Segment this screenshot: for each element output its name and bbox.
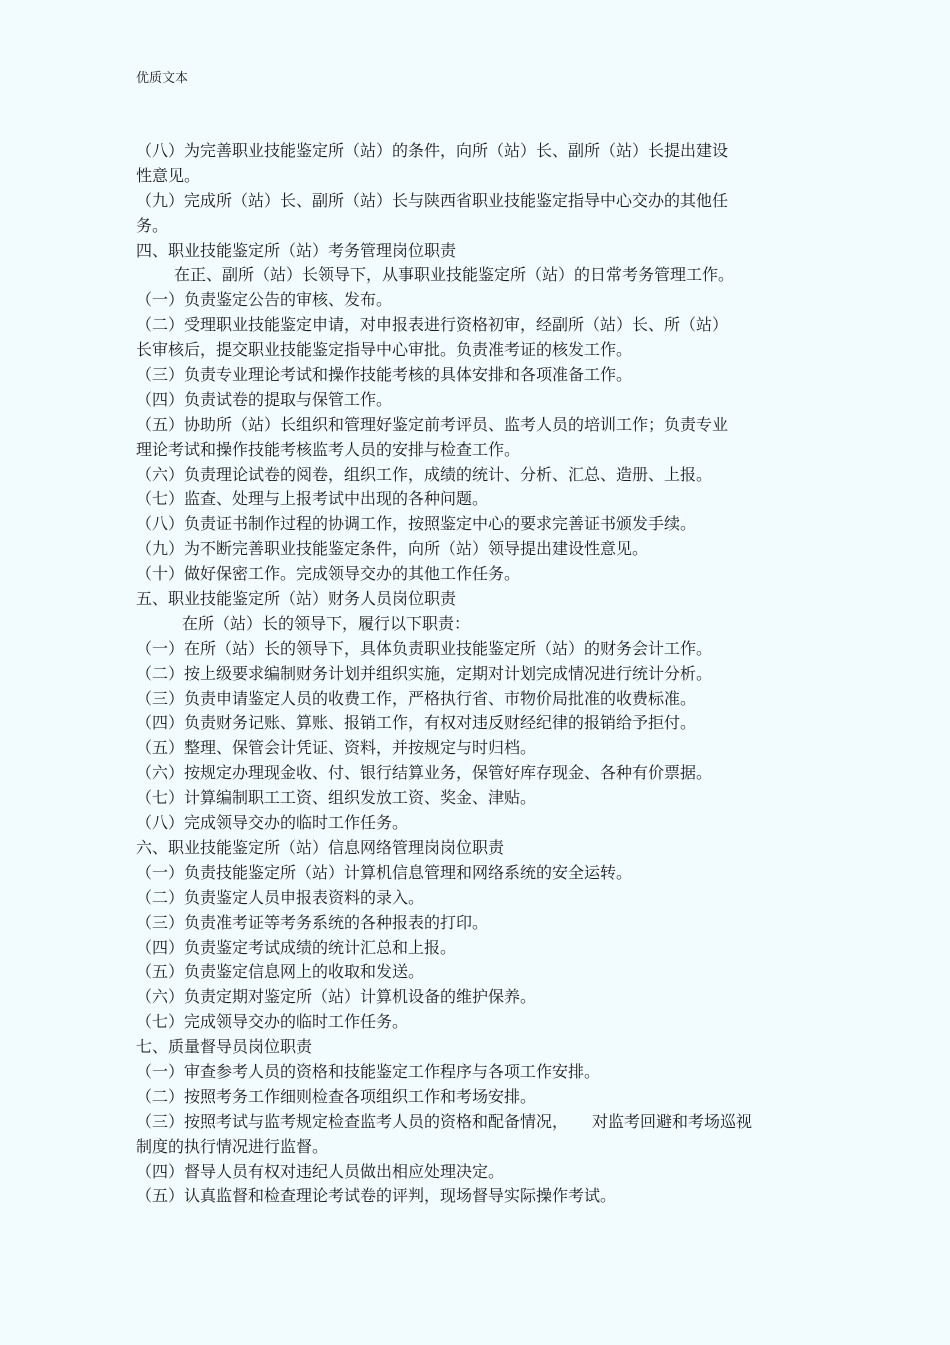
text-line: （七）计算编制职工工资、组织发放工资、奖金、津贴。 [136,788,537,808]
text-line: （六）负责理论试卷的阅卷，组织工作，成绩的统计、分析、汇总、造册、上报。 [136,464,713,484]
text-line: （八）为完善职业技能鉴定所（站）的条件，向所（站）长、副所（站）长提出建设 [136,141,729,160]
text-line: （四）负责试卷的提取与保管工作。 [136,389,393,409]
text-line: （五）协助所（站）长组织和管理好鉴定前考评员、监考人员的培训工作；负责专业 [136,414,729,434]
text-line: （五）整理、保管会计凭证、资料，并按规定与时归档。 [136,738,537,758]
section-heading: 六、职业技能鉴定所（站）信息网络管理岗岗位职责 [136,837,505,857]
text-line: （一）在所（站）长的领导下，具体负责职业技能鉴定所（站）的财务会计工作。 [136,638,713,658]
text-line: （十）做好保密工作。完成领导交办的其他工作任务。 [136,564,521,584]
text-line: （七）监查、处理与上报考试中出现的各种问题。 [136,489,489,509]
section-heading: 四、职业技能鉴定所（站）考务管理岗位职责 [136,240,457,260]
document-body [136,139,836,1209]
page-header: 优质文本 [136,71,189,86]
text-line: （一）负责技能鉴定所（站）计算机信息管理和网络系统的安全运转。 [136,862,633,882]
text-line: （一）负责鉴定公告的审核、发布。 [136,290,393,310]
text-line: （二）按照考务工作细则检查各项组织工作和考场安排。 [136,1086,537,1106]
text-line: （三）按照考试与监考规定检查监考人员的资格和配备情况， 对监考回避和考场巡视 [136,1111,753,1131]
text-line: （二）负责鉴定人员申报表资料的录入。 [136,887,425,907]
text-line: （二）受理职业技能鉴定申请，对申报表进行资格初审，经副所（站）长、所（站） [136,315,729,335]
text-line: （九）为不断完善职业技能鉴定条件，向所（站）领导提出建设性意见。 [136,539,649,559]
text-line: （四）督导人员有权对违纪人员做出相应处理决定。 [136,1161,505,1181]
text-line: （四）负责财务记账、算账、报销工作，有权对违反财经纪律的报销给予拒付。 [136,713,697,733]
text-line: （一）审查参考人员的资格和技能鉴定工作程序与各项工作安排。 [136,1061,601,1081]
text-line: （三）负责申请鉴定人员的收费工作，严格执行省、市物价局批准的收费标准。 [136,688,697,708]
text-line: 在正、副所（站）长领导下，从事职业技能鉴定所（站）的日常考务管理工作。 [174,265,735,285]
text-line: （四）负责鉴定考试成绩的统计汇总和上报。 [136,937,457,957]
text-line: （五）负责鉴定信息网上的收取和发送。 [136,962,425,982]
text-line: （三）负责专业理论考试和操作技能考核的具体安排和各项准备工作。 [136,365,633,385]
text-line: 在所（站）长的领导下，履行以下职责： [182,613,471,633]
text-line: （五）认真监督和检查理论考试卷的评判，现场督导实际操作考试。 [136,1186,617,1206]
text-line: （七）完成领导交办的临时工作任务。 [136,1012,409,1032]
section-heading: 五、职业技能鉴定所（站）财务人员岗位职责 [136,589,457,609]
text-line: （八）完成领导交办的临时工作任务。 [136,813,409,833]
text-line: （九）完成所（站）长、副所（站）长与陕西省职业技能鉴定指导中心交办的其他任 [136,190,729,210]
text-line: 长审核后，提交职业技能鉴定指导中心审批。负责准考证的核发工作。 [136,340,633,360]
text-line: （六）按规定办理现金收、付、银行结算业务，保管好库存现金、各种有价票据。 [136,763,713,783]
text-line: （六）负责定期对鉴定所（站）计算机设备的维护保养。 [136,987,537,1007]
text-line: 制度的执行情况进行监督。 [136,1136,329,1156]
text-line: 理论考试和操作技能考核监考人员的安排与检查工作。 [136,439,521,459]
text-line: 性意见。 [136,165,201,185]
text-line: （二）按上级要求编制财务计划并组织实施，定期对计划完成情况进行统计分析。 [136,663,713,683]
text-line: （八）负责证书制作过程的协调工作，按照鉴定中心的要求完善证书颁发手续。 [136,514,697,534]
section-heading: 七、质量督导员岗位职责 [136,1037,313,1057]
text-line: （三）负责准考证等考务系统的各种报表的打印。 [136,912,489,932]
text-line: 务。 [136,215,169,235]
